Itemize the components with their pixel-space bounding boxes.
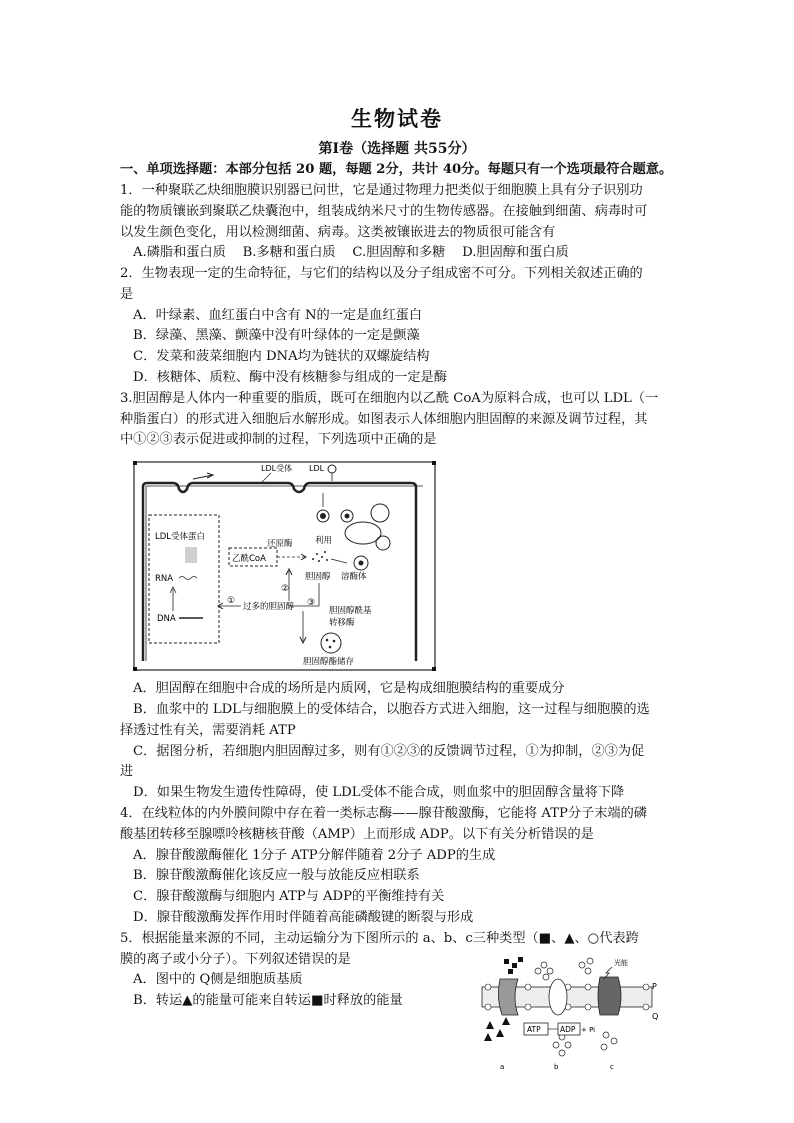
q4-option-d: D．腺苷酸激酶发挥作用时伴随着高能磷酸键的断裂与形成 (133, 910, 474, 925)
acetyl-coa-label: 乙酰CoA (232, 554, 266, 564)
q2-option-d: D．核糖体、质粒、酶中没有核糖参与组成的一定是酶 (133, 370, 447, 385)
q4-line2: 酸基团转移至腺嘌呤核糖核苷酸（AMP）上而形成 ADP。以下有关分析错误的是 (120, 827, 594, 842)
figure-frame (134, 462, 435, 670)
q4-option-c: C．腺苷酸激酶与细胞内 ATP与 ADP的平衡维持有关 (133, 889, 445, 904)
q3-option-c-line1: C．据图分析，若细胞内胆固醇过多，则有①②③的反馈调节过程，①为抑制，②③为促 (133, 744, 645, 759)
svg-text:①: ① (227, 596, 236, 606)
q4-line1: 4．在线粒体的内外膜间隙中存在着一类标志酶——腺苷酸激酶，它能将 ATP分子末端的磷 (120, 806, 647, 821)
q1-options: A.磷脂和蛋白质 B.多糖和蛋白质 C.胆固醇和多糖 D.胆固醇和蛋白质 (133, 245, 569, 260)
q5-line1: 5．根据能量来源的不同，主动运输分为下图所示的 a、b、c三种类型（■、▲、○代表跨 (120, 931, 639, 946)
q5-option-a: A．图中的 Q侧是细胞质基质 (133, 972, 303, 987)
q1-line1: 1．一种聚联乙炔细胞膜识别器已问世，它是通过物理力把类似于细胞膜上具有分子识别功 (120, 183, 643, 198)
q2-line2: 是 (120, 287, 134, 302)
q4-option-b: B．腺苷酸激酶催化该反应一般与放能反应相联系 (133, 868, 420, 883)
dna-label: DNA (157, 614, 176, 624)
q5-option-b: B．转运▲的能量可能来自转运■时释放的能量 (133, 993, 403, 1008)
q3-line1: 3.胆固醇是人体内一种重要的脂质，既可在细胞内以乙酰 CoA为原料合成，也可以 LDL（一 (120, 391, 659, 406)
cholesterol-diagram (133, 461, 436, 671)
utilize-label: 利用 (315, 536, 333, 546)
page-title: 生物试卷 (351, 106, 443, 131)
reductase-label: 还原酶 (267, 539, 293, 549)
light-energy-label: 光能 (614, 959, 628, 967)
q1-line3: 以发生颜色变化，用以检测细菌、病毒。这类被镶嵌进去的物质很可能含有 (120, 225, 556, 240)
svg-text:②: ② (281, 584, 290, 594)
ldl-label: LDL (309, 464, 325, 473)
transporter-c (598, 977, 621, 1015)
side-p-label: P (652, 982, 657, 991)
q3-option-d: D．如果生物发生遗传性障碍，使 LDL受体不能合成，则血浆中的胆固醇含量将下降 (133, 785, 625, 800)
q3-option-b-line1: B．血浆中的 LDL与细胞膜上的受体结合，以胞吞方式进入细胞，这一过程与细胞膜的选 (133, 702, 650, 717)
svg-text:③: ③ (307, 598, 316, 608)
type-c-label: c (610, 1063, 614, 1071)
active-transport-diagram (478, 957, 662, 1072)
q3-line3: 中①②③表示促进或抑制的过程，下列选项中正确的是 (120, 432, 437, 447)
q3-option-b-line2: 择透过性有关，需要消耗 ATP (120, 723, 296, 738)
q1-line2: 能的物质镶嵌到聚联乙炔囊泡中，组装成纳米尺寸的生物传感器。在接触到细菌、病毒时可 (120, 204, 648, 219)
acyltransferase-label-2: 转移酶 (329, 618, 355, 628)
type-b-label: b (554, 1063, 559, 1071)
q2-option-a: A．叶绿素、血红蛋白中含有 N的一定是血红蛋白 (133, 308, 423, 323)
rna-label: RNA (155, 574, 174, 584)
type-a-label: a (500, 1063, 505, 1071)
ldl-receptor-protein-label: LDL受体蛋白 (155, 532, 206, 542)
q5-line2: 膜的离子或小分子）。下列叙述错误的是 (120, 952, 351, 967)
q2-option-c: C．发菜和菠菜细胞内 DNA均为链状的双螺旋结构 (133, 349, 430, 364)
section-heading: 第Ⅰ卷（选择题 共55分） (318, 141, 476, 157)
transporter-a (498, 979, 518, 1015)
q4-option-a: A．腺苷酸激酶催化 1分子 ATP分解伴随着 2分子 ADP的生成 (133, 848, 496, 863)
q2-option-b: B．绿藻、黑藻、颤藻中没有叶绿体的一定是颤藻 (133, 328, 420, 343)
cholesterol-label: 胆固醇 (305, 572, 331, 582)
transporter-b (549, 979, 567, 1015)
pi-label: + Pi (581, 1026, 596, 1034)
ester-storage-label: 胆固醇酯储存 (303, 657, 355, 667)
adp-label: ADP (560, 1025, 576, 1034)
q2-line1: 2．生物表现一定的生命特征，与它们的结构以及分子组成密不可分。下列相关叙述正确的 (120, 266, 643, 281)
cell-membrane (143, 483, 416, 661)
side-q-label: Q (652, 1012, 659, 1021)
section-instructions: 一、单项选择题：本部分包括 20 题，每题 2分，共计 40分。每题只有一个选项最符合题意。 (120, 162, 673, 177)
atp-label: ATP (527, 1025, 541, 1034)
q3-line2: 种脂蛋白）的形式进入细胞后水解形成。如图表示人体细胞内胆固醇的来源及调节过程，其 (120, 412, 648, 427)
excess-cholesterol-label: 过多的胆固醇 (243, 602, 295, 612)
q3-option-a: A．胆固醇在细胞中合成的场所是内质网，它是构成细胞膜结构的重要成分 (133, 681, 565, 696)
acyltransferase-label-1: 胆固醇酰基 (329, 606, 372, 616)
ldl-receptor-label: LDL受体 (261, 464, 293, 473)
q3-option-c-line2: 进 (120, 764, 134, 779)
lysosome-label: 溶酶体 (341, 572, 367, 582)
